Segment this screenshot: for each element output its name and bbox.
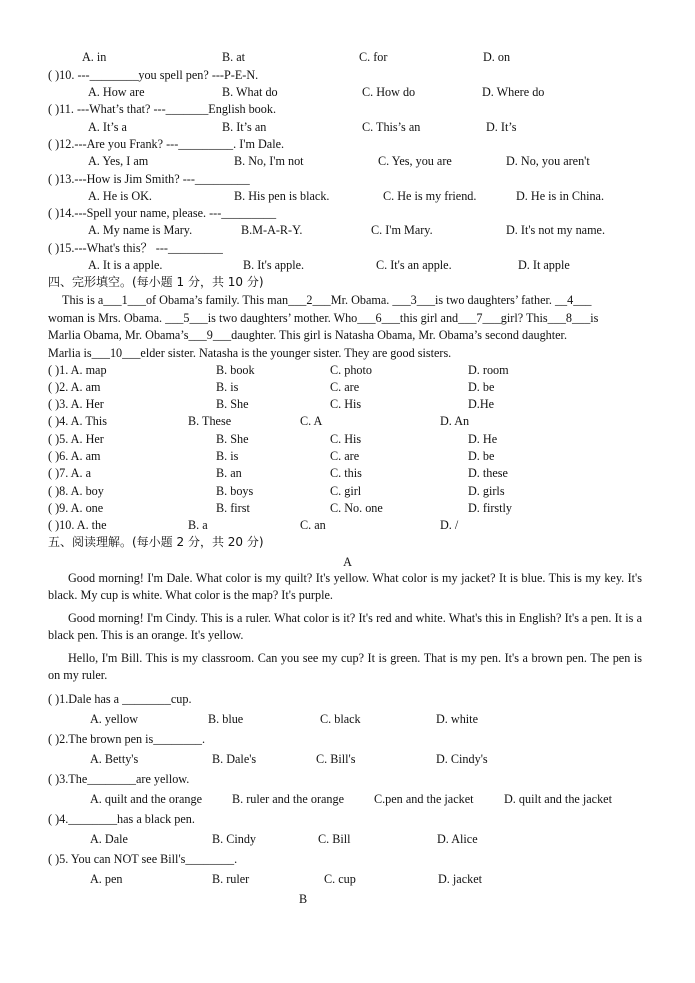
option-a: A. yellow — [90, 712, 139, 726]
option-a: A. How are — [88, 85, 145, 99]
option-d: D. It apple — [518, 258, 570, 272]
reading-paragraph-bill: Hello, I'm Bill. This is my classroom. Can you see my cup? It is green. That is my pen. It's a brown pen. The pen is on my ruler. — [48, 651, 642, 683]
question-13-stem: ( )13.---How is Jim Smith? ---_________ — [48, 172, 250, 186]
option-d: D. girls — [468, 484, 505, 498]
option-b: B. She — [216, 432, 249, 446]
option-c: C.pen and the jacket — [374, 792, 474, 806]
cloze-passage-line: Marlia Obama, Mr. Obama’s___9___daughter. This girl is Natasha Obama, Mr. Obama’s second daughter. — [48, 328, 567, 342]
question-12-stem: ( )12.---Are you Frank? ---_________. I'm Dale. — [48, 137, 285, 151]
reading-question-2-options — [0, 750, 695, 768]
option-d: D. It's not my name. — [506, 223, 606, 237]
cloze-question-row — [0, 361, 695, 379]
option-d: D. Where do — [482, 85, 545, 99]
question-stem: ( )9. A. one — [48, 501, 104, 515]
section-heading-reading: 五、阅读理解。(每小题 2 分，共 20 分) — [48, 535, 264, 549]
option-a: A. Yes, I am — [88, 154, 149, 168]
cloze-question-row — [0, 395, 695, 413]
option-d: D. Alice — [437, 832, 478, 846]
option-b: B. ruler — [212, 872, 250, 886]
option-b: B. at — [222, 50, 246, 64]
reading-question-5-options — [0, 870, 695, 888]
option-d: D. these — [468, 466, 508, 480]
option-b: B. His pen is black. — [234, 189, 330, 203]
option-b: B. book — [216, 363, 255, 377]
option-c: C. are — [330, 380, 360, 394]
cloze-passage-line: woman is Mrs. Obama. ___5___is two daughters’ mother. Who___6___this girl and___7___girl? This___8___is — [48, 311, 599, 325]
option-b: B. blue — [208, 712, 244, 726]
option-d: D. No, you aren't — [506, 154, 590, 168]
option-c: C. Yes, you are — [378, 154, 452, 168]
option-b: B. Dale's — [212, 752, 257, 766]
option-b: B. first — [216, 501, 250, 515]
option-b: B. It's apple. — [243, 258, 305, 272]
option-c: C. photo — [330, 363, 372, 377]
question-15-stem: ( )15.---What's this？ ---_________ — [48, 241, 223, 255]
question-stem: ( )3. A. Her — [48, 397, 104, 411]
option-b: B. What do — [222, 85, 278, 99]
option-a: A. It is a apple. — [88, 258, 163, 272]
option-b: B. boys — [216, 484, 254, 498]
question-stem: ( )8. A. boy — [48, 484, 104, 498]
option-c: C. are — [330, 449, 360, 463]
option-a: A. pen — [90, 872, 123, 886]
option-b: B. These — [188, 414, 232, 428]
option-c: C. Bill's — [316, 752, 356, 766]
option-c: C. It's an apple. — [376, 258, 452, 272]
option-d: D.He — [468, 397, 495, 411]
question-11-stem: ( )11. ---What’s that? ---_______English book. — [48, 102, 277, 116]
question-10-stem: ( )10. ---________you spell pen? ---P-E-N. — [48, 68, 259, 82]
cloze-passage-line: This is a___1___of Obama’s family. This man___2___Mr. Obama. ___3___is two daughters’ father. __4___ — [62, 293, 592, 307]
option-a: A. in — [82, 50, 107, 64]
option-a: A. quilt and the orange — [90, 792, 203, 806]
question-stem: ( )10. A. the — [48, 518, 107, 532]
option-d: D. It’s — [486, 120, 517, 134]
question-stem: ( )6. A. am — [48, 449, 101, 463]
reading-question-1-stem: ( )1.Dale has a ________cup. — [48, 692, 192, 706]
option-c: C. an — [300, 518, 326, 532]
cloze-question-row — [0, 430, 695, 448]
option-c: C. for — [359, 50, 388, 64]
question-14-options — [0, 221, 695, 239]
reading-question-3-options — [0, 790, 695, 808]
option-b: B. is — [216, 449, 239, 463]
question-14-stem: ( )14.---Spell your name, please. ---_________ — [48, 206, 277, 220]
option-d: D. He is in China. — [516, 189, 605, 203]
reading-paragraph-cindy: Good morning! I'm Cindy. This is a ruler. What color is it? It's red and white. What's this in English? It's a pen. It is a black pen. This is an orange. It's yellow. — [48, 611, 642, 643]
cloze-question-row — [0, 482, 695, 500]
option-c: C. I'm Mary. — [371, 223, 433, 237]
option-c: C. This’s an — [362, 120, 421, 134]
option-d: D. Cindy's — [436, 752, 488, 766]
option-b: B. She — [216, 397, 249, 411]
option-b: B. an — [216, 466, 242, 480]
option-a: A. It’s a — [88, 120, 127, 134]
option-d: D. on — [483, 50, 511, 64]
cloze-question-row — [0, 499, 695, 517]
reading-paragraph-dale: Good morning! I'm Dale. What color is my quilt? It's yellow. What color is my jacket? It is blue. This is my key. It's black. My cup is white. What color is the map? It's purple. — [48, 571, 642, 603]
cloze-question-row — [0, 464, 695, 482]
option-c: C. black — [320, 712, 361, 726]
option-d: D. / — [440, 518, 459, 532]
option-a: A. He is OK. — [88, 189, 152, 203]
question-15-options — [0, 256, 695, 274]
q9-options-row — [0, 48, 695, 66]
option-d: D. be — [468, 380, 495, 394]
question-11-options — [0, 118, 695, 136]
option-c: C. How do — [362, 85, 416, 99]
option-b: B. No, I'm not — [234, 154, 304, 168]
passage-label-a: A — [343, 555, 352, 569]
option-d: D. He — [468, 432, 498, 446]
reading-question-1-options — [0, 710, 695, 728]
question-stem: ( )1. A. map — [48, 363, 107, 377]
option-c: C. His — [330, 432, 362, 446]
option-c: C. cup — [324, 872, 356, 886]
option-a: A. Dale — [90, 832, 128, 846]
question-stem: ( )7. A. a — [48, 466, 91, 480]
question-stem: ( )2. A. am — [48, 380, 101, 394]
reading-question-2-stem: ( )2.The brown pen is________. — [48, 732, 206, 746]
cloze-question-row — [0, 378, 695, 396]
question-stem: ( )4. A. This — [48, 414, 108, 428]
option-b: B. It’s an — [222, 120, 267, 134]
option-d: D. white — [436, 712, 478, 726]
question-13-options — [0, 187, 695, 205]
option-c: C. this — [330, 466, 362, 480]
option-c: C. girl — [330, 484, 362, 498]
cloze-question-row — [0, 447, 695, 465]
reading-question-3-stem: ( )3.The________are yellow. — [48, 772, 190, 786]
section-heading-cloze: 四、完形填空。(每小题 1 分，共 10 分) — [48, 275, 264, 289]
option-d: D. firstly — [468, 501, 513, 515]
cloze-question-row — [0, 412, 695, 430]
option-b: B. a — [188, 518, 208, 532]
option-d: D. quilt and the jacket — [504, 792, 612, 806]
option-c: C. He is my friend. — [383, 189, 477, 203]
option-c: C. No. one — [330, 501, 383, 515]
reading-question-4-options — [0, 830, 695, 848]
option-d: D. An — [440, 414, 470, 428]
option-c: C. His — [330, 397, 362, 411]
option-c: C. A — [300, 414, 323, 428]
passage-label-b-row — [0, 890, 695, 908]
option-d: D. room — [468, 363, 509, 377]
option-b: B.M-A-R-Y. — [241, 223, 303, 237]
cloze-passage-line: Marlia is___10___elder sister. Natasha is the younger sister. They are good sisters. — [48, 346, 452, 360]
option-d: D. jacket — [438, 872, 482, 886]
option-a: A. My name is Mary. — [88, 223, 193, 237]
option-b: B. Cindy — [212, 832, 257, 846]
question-10-options — [0, 83, 695, 101]
reading-question-4-stem: ( )4.________has a black pen. — [48, 812, 195, 826]
option-a: A. Betty's — [90, 752, 139, 766]
reading-question-5-stem: ( )5. You can NOT see Bill's________. — [48, 852, 238, 866]
option-d: D. be — [468, 449, 495, 463]
passage-label-b: B — [299, 892, 308, 906]
option-b: B. ruler and the orange — [232, 792, 345, 806]
question-stem: ( )5. A. Her — [48, 432, 104, 446]
option-b: B. is — [216, 380, 239, 394]
question-12-options — [0, 152, 695, 170]
option-c: C. Bill — [318, 832, 351, 846]
cloze-question-row — [0, 516, 695, 534]
